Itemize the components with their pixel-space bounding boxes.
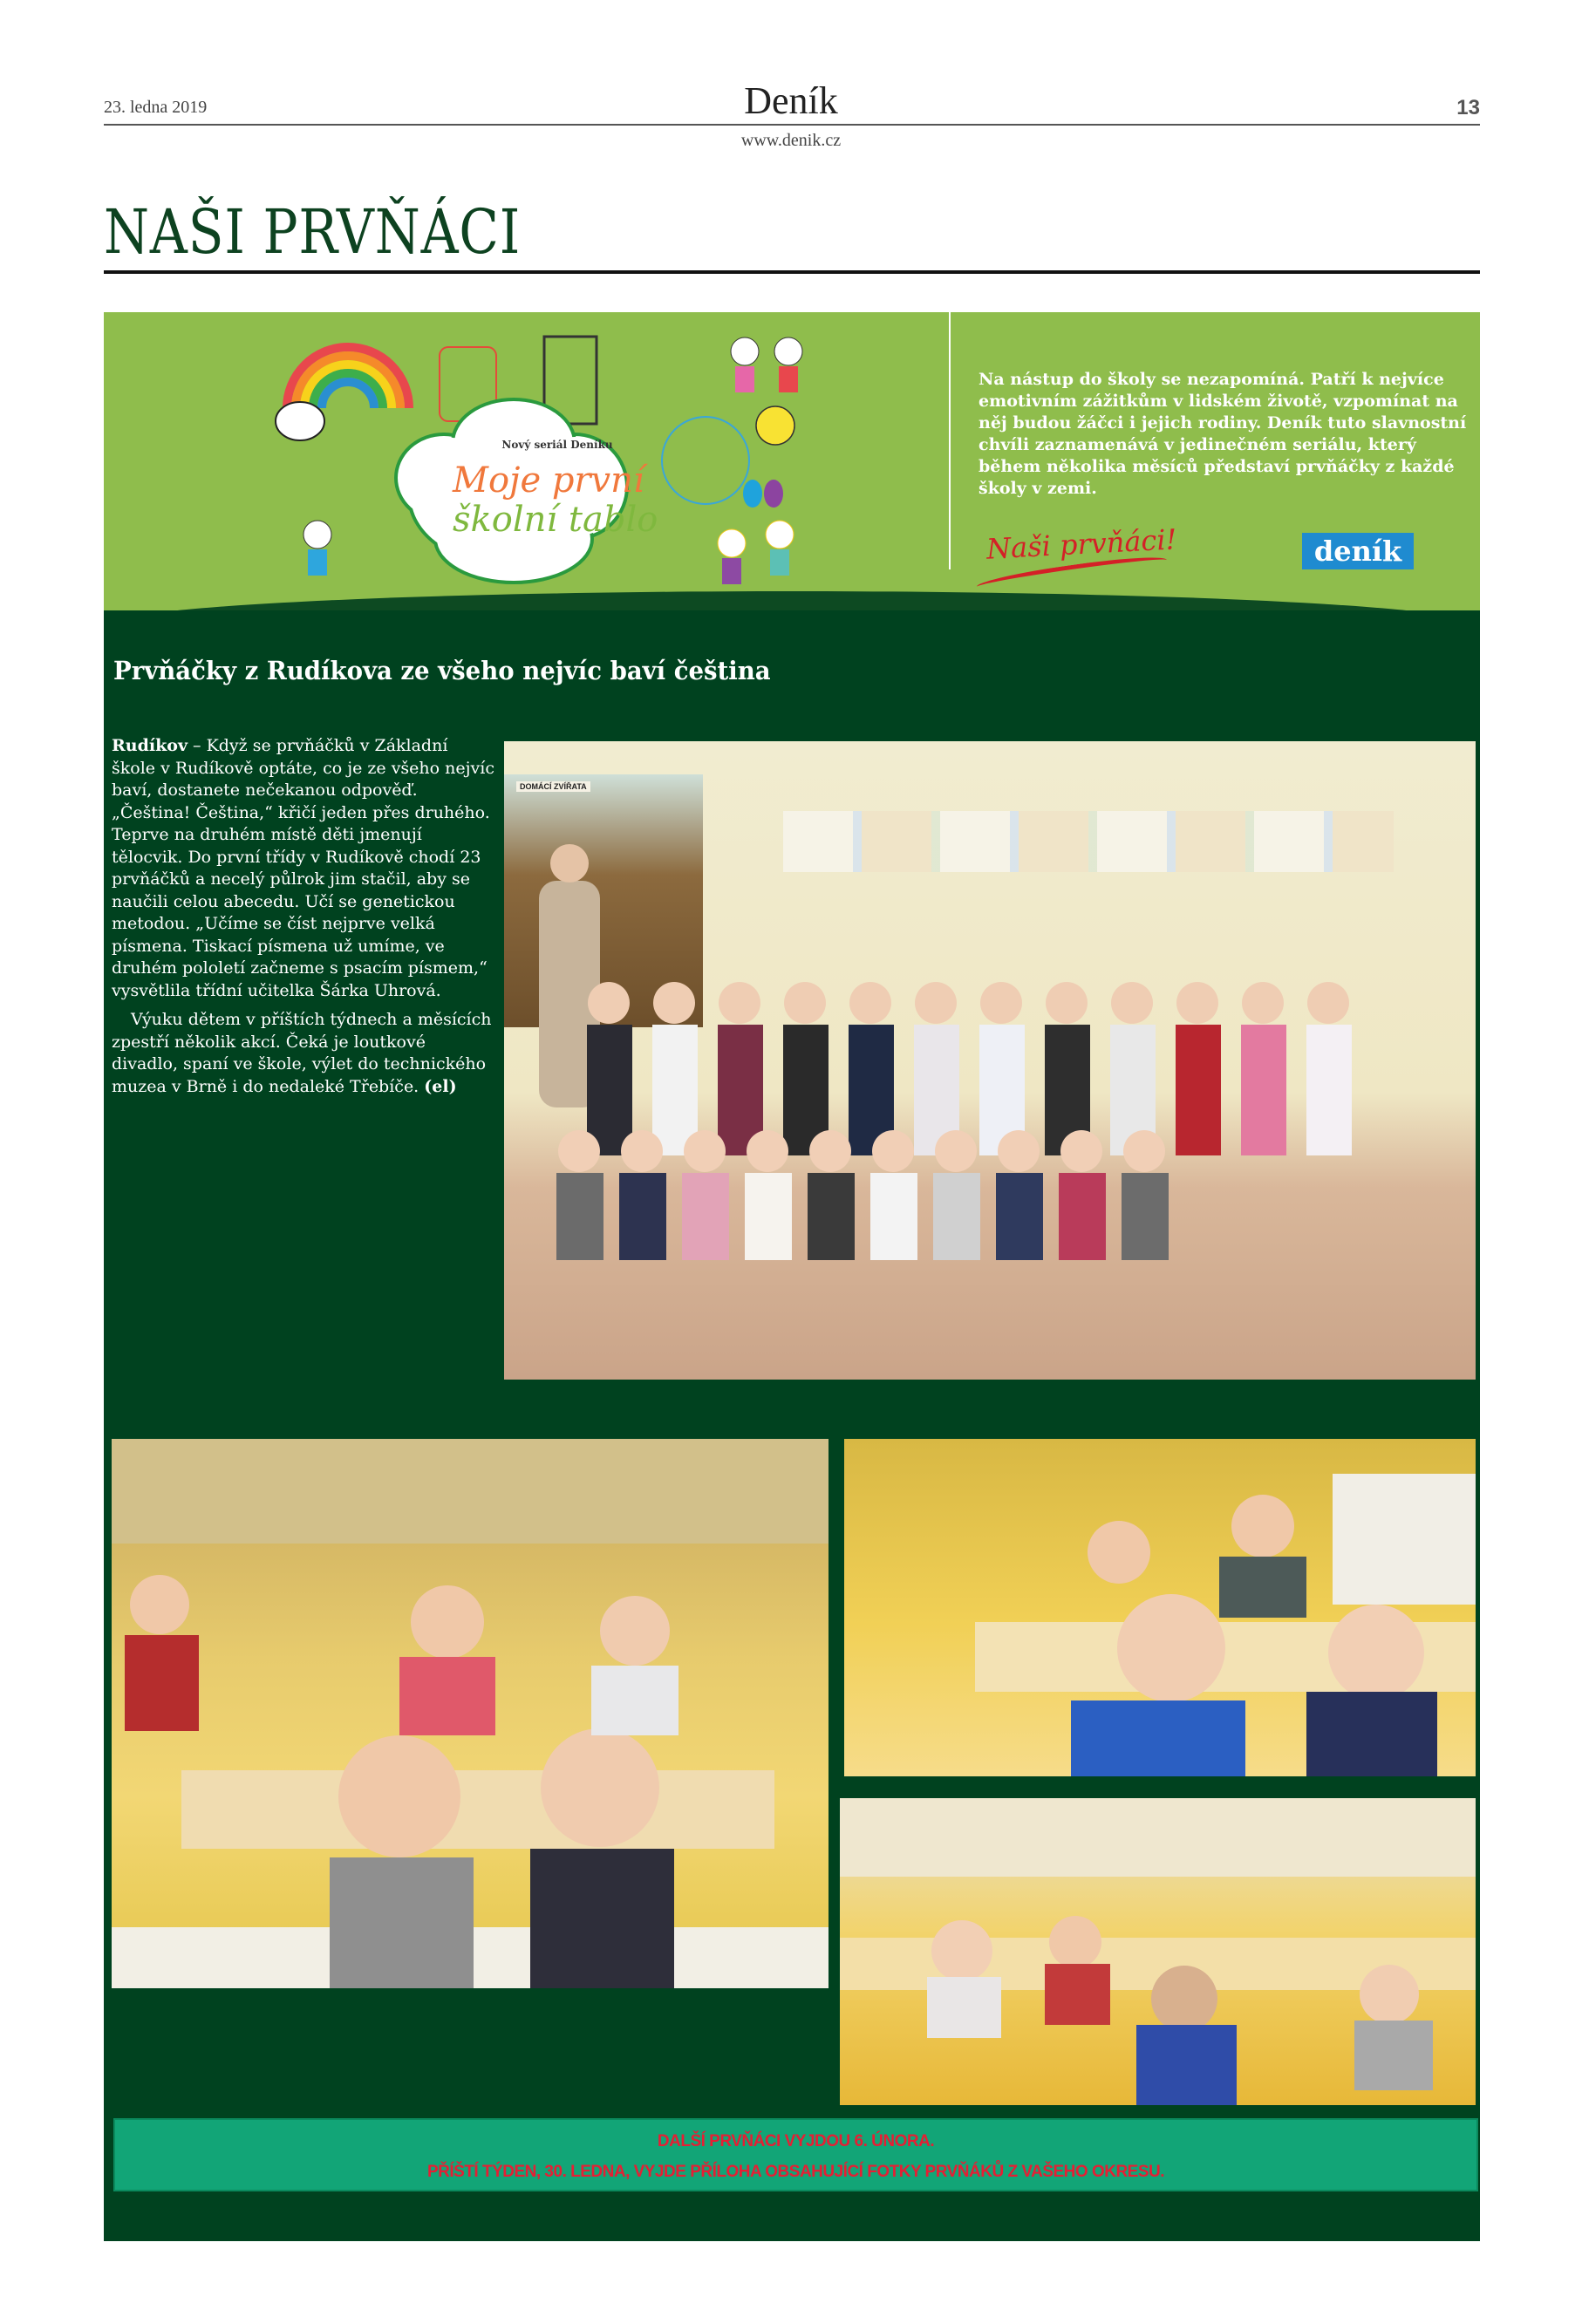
child-figure: [849, 982, 894, 1155]
notice-line: DALŠÍ PRVŇÁCI VYJDOU 6. ÚNORA.: [657, 2132, 935, 2150]
series-title-word: Moje první: [453, 460, 644, 501]
child-figure: [587, 982, 632, 1155]
classroom-photo: [844, 1439, 1476, 1776]
child-figure: [979, 982, 1025, 1155]
article-text: – Když se prvňáčků v Základní škole v Rudíkově optáte, co je ze všeho nejvíc baví, dostanete nečekanou odpověď. „Čeština! Čeština,“ křičí jeden přes druhého. Teprve na druhém místě děti jmenují tělocvik. Do první třídy v Rudíkově chodí 23 prvňáčků a necelý půlrok jim stačil, aby se naučili celou abecedu. Učí se genetickou metodou. „Učíme se číst nejprve velká písmena. Tiskací písmena už umíme, ve druhém pololetí začneme s psacím písmem,“ vysvětlila třídní učitelka Šárka Uhrová.: [112, 736, 494, 1000]
child-figure: [1122, 1130, 1169, 1260]
child-figure: [1110, 982, 1156, 1155]
series-banner: [104, 312, 1480, 610]
poster-title: DOMÁCÍ ZVÍŘATA: [516, 781, 590, 792]
child-figure: [619, 1130, 666, 1260]
article-text: Výuku dětem v příštích týdnech a měsících zpestří několik akcí. Čeká je loutkové divadlo, spaní ve škole, výlet do technického muzea v Brně i do nedaleké Třebíče.: [112, 1010, 492, 1096]
child-figure: [1306, 982, 1352, 1155]
child-figure: [870, 1130, 917, 1260]
classroom-scene: [840, 1798, 1476, 2105]
header-rule: [104, 124, 1480, 126]
child-figure: [556, 1130, 603, 1260]
child-figure: [933, 1130, 980, 1260]
child-figure: [745, 1130, 792, 1260]
banner-divider: [949, 312, 951, 569]
classroom-scene: [112, 1439, 829, 1988]
series-title-word: školní tablo: [453, 500, 658, 540]
child-figure: [996, 1130, 1043, 1260]
child-figure: [652, 982, 698, 1155]
globe-icon: [662, 417, 749, 504]
people-group: [504, 741, 1476, 1380]
series-intro: Na nástup do školy se nezapomíná. Patří k nejvíce emotivním zážitkům v lidském životě, vzpomínat na něj budou žáčci i jejich rodiny. Deník tuto slavnostní chvíli zaznamenává v jedinečném seriálu, který během několika měsíců představí prvňáčky z každé školy v zemi.: [979, 370, 1467, 498]
article-dateline: Rudíkov: [112, 736, 188, 755]
brand-logo: deník: [1302, 533, 1414, 569]
child-figure: [1059, 1130, 1106, 1260]
rainbow-icon: [276, 347, 409, 440]
class-group-photo: [504, 741, 1476, 1380]
section-title: NAŠI PRVŇÁCI: [104, 196, 522, 268]
article-paragraph: [112, 1009, 495, 1098]
issue-date: 23. ledna 2019: [104, 98, 208, 117]
child-figure: [1176, 982, 1221, 1155]
notice-line: PŘÍŠTÍ TÝDEN, 30. LEDNA, VYJDE PŘÍLOHA OBSAHUJÍCÍ FOTKY PRVŇÁKŮ Z VAŠEHO OKRESU.: [426, 2163, 1165, 2181]
balloon-icon: [764, 480, 783, 508]
article-headline: Prvňáčky z Rudíkova ze všeho nejvíc baví čeština: [113, 656, 771, 685]
article-paragraph: [112, 735, 495, 1002]
newspaper-logo: Deník: [744, 79, 838, 122]
website-url: www.denik.cz: [740, 131, 842, 150]
series-title-line1: [453, 460, 644, 501]
section-rule: [104, 270, 1480, 274]
classroom-photo: [112, 1439, 829, 1988]
series-slogan: Naši prvňáci!: [985, 522, 1178, 566]
child-figure: [682, 1130, 729, 1260]
sun-icon: [756, 406, 794, 445]
child-figure: [1241, 982, 1286, 1155]
balloon-icon: [743, 480, 762, 508]
child-figure: [718, 982, 763, 1155]
child-figure: [808, 1130, 855, 1260]
article-byline: (el): [424, 1076, 457, 1096]
classroom-scene: [844, 1439, 1476, 1776]
child-figure: [783, 982, 829, 1155]
article-body: [112, 735, 495, 1105]
next-issue-notice: [113, 2118, 1478, 2191]
child-figure: [1045, 982, 1090, 1155]
series-title-line2: [453, 500, 658, 540]
child-figure: [914, 982, 959, 1155]
series-kicker: Nový seriál Deníku: [501, 439, 613, 451]
page-number: 13: [1456, 96, 1480, 119]
classroom-photo: [840, 1798, 1476, 2105]
